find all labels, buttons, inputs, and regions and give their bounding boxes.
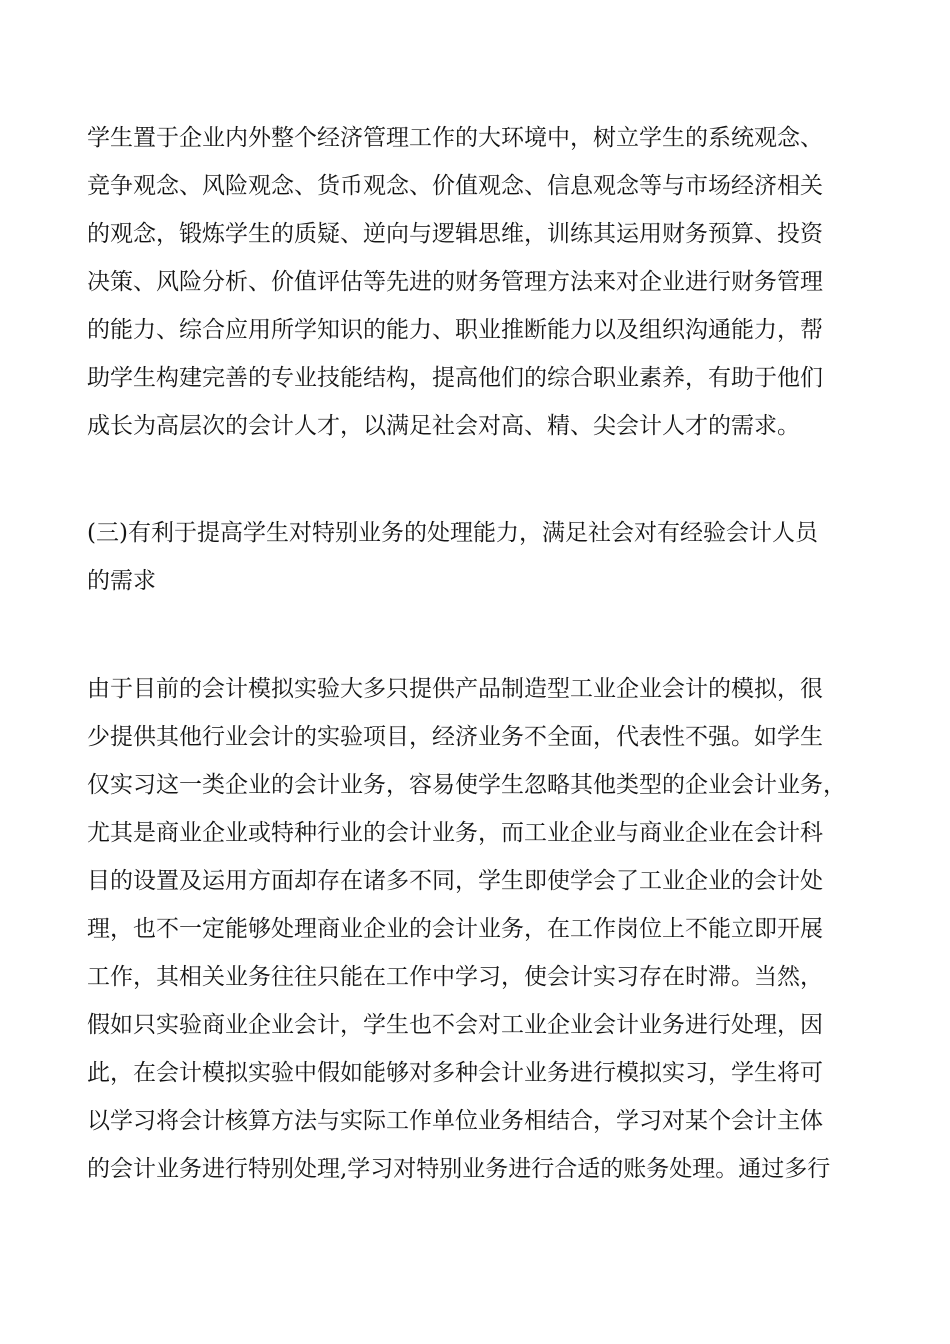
text-line: 以学习将会计核算方法与实际工作单位业务相结合，学习对某个会计主体: [87, 1108, 823, 1134]
text-line: 理，也不一定能够处理商业企业的会计业务，在工作岗位上不能立即开展: [87, 916, 823, 942]
text-line: 的能力、综合应用所学知识的能力、职业推断能力以及组织沟通能力，帮: [87, 317, 823, 343]
text-line: 工作，其相关业务往往只能在工作中学习，使会计实习存在时滞。当然，: [87, 964, 823, 990]
text-line: 此，在会计模拟实验中假如能够对多种会计业务进行模拟实习，学生将可: [87, 1060, 823, 1086]
text-line: 假如只实验商业企业会计，学生也不会对工业企业会计业务进行处理，因: [87, 1012, 823, 1038]
text-line: 目的设置及运用方面却存在诸多不同，学生即使学会了工业企业的会计处: [87, 868, 823, 894]
text-line: 由于目前的会计模拟实验大多只提供产品制造型工业企业会计的模拟，很: [87, 676, 823, 702]
text-line: 学生置于企业内外整个经济管理工作的大环境中，树立学生的系统观念、: [87, 125, 823, 151]
text-line: 少提供其他行业会计的实验项目，经济业务不全面，代表性不强。如学生: [87, 724, 823, 750]
heading-line: 的需求: [87, 568, 156, 594]
text-line: 尤其是商业企业或特种行业的会计业务，而工业企业与商业企业在会计科: [87, 820, 823, 846]
text-line: 的会计业务进行特别处理,学习对特别业务进行合适的账务处理。通过多行: [87, 1156, 831, 1182]
text-line: 仅实习这一类企业的会计业务，容易使学生忽略其他类型的企业会计业务，: [87, 772, 846, 798]
text-line: 助学生构建完善的专业技能结构，提高他们的综合职业素养，有助于他们: [87, 365, 823, 391]
text-line: 决策、风险分析、价值评估等先进的财务管理方法来对企业进行财务管理: [87, 269, 823, 295]
heading-line: (三)有利于提高学生对特别业务的处理能力，满足社会对有经验会计人员: [87, 520, 818, 546]
text-line: 成长为高层次的会计人才，以满足社会对高、精、尖会计人才的需求。: [87, 413, 800, 439]
text-line: 竞争观念、风险观念、货币观念、价值观念、信息观念等与市场经济相关: [87, 173, 823, 199]
text-line: 的观念，锻炼学生的质疑、逆向与逻辑思维，训练其运用财务预算、投资: [87, 221, 823, 247]
